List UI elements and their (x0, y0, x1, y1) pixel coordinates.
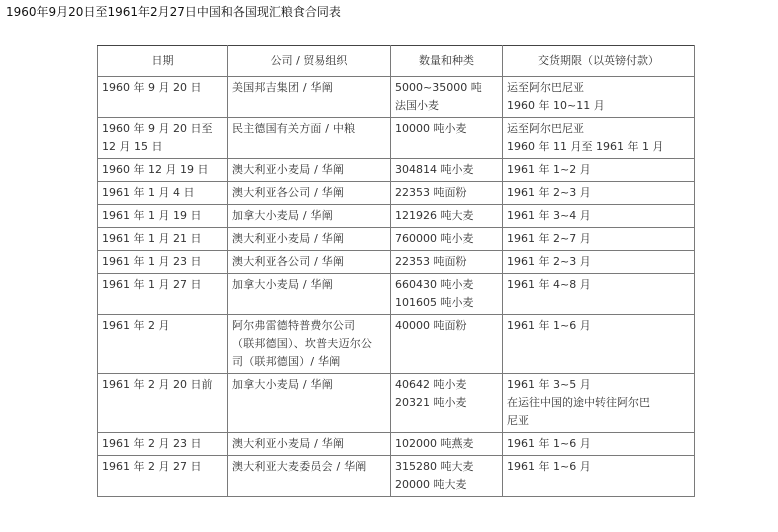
cell-delivery-line: 1961 年 4~8 月 (507, 278, 591, 291)
header-date: 日期 (98, 46, 228, 77)
cell-company-line: 澳大利亚各公司 / 华阐 (232, 255, 345, 268)
cell-date-line: 1961 年 1 月 4 日 (102, 186, 195, 199)
cell-company-line: 澳大利亚小麦局 / 华阐 (232, 163, 345, 176)
cell-company (228, 456, 391, 497)
cell-delivery (503, 118, 695, 159)
cell-quantity (391, 251, 503, 274)
cell-date-line: 1961 年 1 月 19 日 (102, 209, 202, 222)
header-quantity: 数量和种类 (391, 46, 503, 77)
cell-date-line: 1960 年 9 月 20 日 (102, 81, 202, 94)
cell-delivery-line: 1960 年 11 月至 1961 年 1 月 (507, 140, 664, 153)
cell-company (228, 251, 391, 274)
cell-delivery (503, 205, 695, 228)
cell-quantity-line: 22353 吨面粉 (395, 255, 467, 268)
cell-date-line: 1961 年 1 月 23 日 (102, 255, 202, 268)
cell-delivery-line: 1961 年 3~5 月 (507, 378, 591, 391)
cell-quantity-line: 20321 吨小麦 (395, 396, 467, 409)
cell-delivery (503, 251, 695, 274)
cell-company (228, 182, 391, 205)
cell-quantity-line: 121926 吨大麦 (395, 209, 474, 222)
cell-delivery-line: 运至阿尔巴尼亚 (507, 122, 584, 135)
cell-delivery-line: 1961 年 2~3 月 (507, 255, 591, 268)
cell-quantity (391, 228, 503, 251)
cell-quantity-line: 22353 吨面粉 (395, 186, 467, 199)
table-body (98, 77, 695, 497)
table-row (98, 205, 695, 228)
cell-date (98, 118, 228, 159)
cell-quantity (391, 433, 503, 456)
cell-date (98, 433, 228, 456)
cell-company (228, 374, 391, 433)
cell-company (228, 159, 391, 182)
cell-quantity-line: 20000 吨大麦 (395, 478, 467, 491)
table-row (98, 315, 695, 374)
cell-quantity (391, 315, 503, 374)
table-row (98, 77, 695, 118)
cell-date-line: 1960 年 12 月 19 日 (102, 163, 209, 176)
table-row (98, 159, 695, 182)
cell-date (98, 315, 228, 374)
cell-quantity (391, 456, 503, 497)
table-row (98, 182, 695, 205)
cell-delivery (503, 374, 695, 433)
cell-delivery-line: 在运往中国的途中转往阿尔巴 (507, 396, 650, 409)
cell-company (228, 433, 391, 456)
cell-quantity (391, 77, 503, 118)
header-delivery: 交货期限（以英镑付款） (503, 46, 695, 77)
cell-date-line: 1960 年 9 月 20 日至 (102, 122, 213, 135)
cell-date (98, 228, 228, 251)
cell-delivery-line: 尼亚 (507, 414, 529, 427)
cell-date-line: 1961 年 1 月 21 日 (102, 232, 202, 245)
cell-date-line: 1961 年 2 月 27 日 (102, 460, 202, 473)
table-row (98, 274, 695, 315)
cell-date (98, 159, 228, 182)
cell-date-line: 12 月 15 日 (102, 140, 163, 153)
cell-delivery-line: 1961 年 2~3 月 (507, 186, 591, 199)
cell-company-line: 阿尔弗雷德特普费尔公司 (232, 319, 356, 332)
cell-quantity-line: 660430 吨小麦 (395, 278, 474, 291)
cell-date (98, 374, 228, 433)
cell-company-line: 民主德国有关方面 / 中粮 (232, 122, 356, 135)
cell-company (228, 118, 391, 159)
document-title: 1960年9月20日至1961年2月27日中国和各国现汇粮食合同表 (6, 5, 341, 19)
cell-delivery (503, 274, 695, 315)
cell-quantity (391, 374, 503, 433)
cell-quantity-line: 5000~35000 吨 (395, 81, 482, 94)
cell-date (98, 182, 228, 205)
cell-date (98, 456, 228, 497)
cell-company-line: 澳大利亚小麦局 / 华阐 (232, 437, 345, 450)
cell-delivery-line: 1960 年 10~11 月 (507, 99, 605, 112)
cell-company-line: 澳大利亚小麦局 / 华阐 (232, 232, 345, 245)
cell-date-line: 1961 年 1 月 27 日 (102, 278, 202, 291)
cell-company (228, 315, 391, 374)
cell-delivery (503, 228, 695, 251)
cell-delivery-line: 1961 年 3~4 月 (507, 209, 591, 222)
cell-company (228, 228, 391, 251)
cell-date (98, 251, 228, 274)
cell-delivery-line: 1961 年 1~2 月 (507, 163, 591, 176)
cell-date-line: 1961 年 2 月 (102, 319, 170, 332)
cell-company (228, 77, 391, 118)
cell-delivery-line: 1961 年 2~7 月 (507, 232, 591, 245)
cell-quantity-line: 101605 吨小麦 (395, 296, 474, 309)
cell-company-line: 加拿大小麦局 / 华阐 (232, 209, 333, 222)
cell-date-line: 1961 年 2 月 23 日 (102, 437, 202, 450)
cell-date-line: 1961 年 2 月 20 日前 (102, 378, 213, 391)
cell-delivery (503, 77, 695, 118)
cell-company-line: 加拿大小麦局 / 华阐 (232, 378, 333, 391)
cell-quantity (391, 182, 503, 205)
cell-delivery (503, 182, 695, 205)
cell-delivery-line: 1961 年 1~6 月 (507, 319, 591, 332)
cell-company (228, 205, 391, 228)
cell-company-line: （联邦德国）、坎普夫迈尔公 (232, 337, 373, 350)
cell-delivery-line: 1961 年 1~6 月 (507, 437, 591, 450)
cell-quantity-line: 10000 吨小麦 (395, 122, 467, 135)
cell-quantity-line: 40642 吨小麦 (395, 378, 467, 391)
cell-date (98, 274, 228, 315)
table-row (98, 433, 695, 456)
table-header-row (98, 46, 695, 77)
cell-delivery (503, 159, 695, 182)
cell-company-line: 澳大利亚各公司 / 华阐 (232, 186, 345, 199)
cell-company-line: 司（联邦德国）/ 华阐 (232, 355, 341, 368)
cell-company-line: 美国邦吉集团 / 华阐 (232, 81, 333, 94)
cell-date (98, 77, 228, 118)
cell-quantity-line: 法国小麦 (395, 99, 439, 112)
grain-contracts-table (97, 45, 695, 497)
cell-delivery (503, 433, 695, 456)
cell-delivery-line: 1961 年 1~6 月 (507, 460, 591, 473)
cell-quantity-line: 315280 吨大麦 (395, 460, 474, 473)
cell-delivery-line: 运至阿尔巴尼亚 (507, 81, 584, 94)
cell-quantity-line: 304814 吨小麦 (395, 163, 474, 176)
cell-quantity-line: 760000 吨小麦 (395, 232, 474, 245)
cell-quantity-line: 102000 吨燕麦 (395, 437, 474, 450)
cell-quantity-line: 40000 吨面粉 (395, 319, 467, 332)
cell-quantity (391, 118, 503, 159)
cell-delivery (503, 456, 695, 497)
cell-company (228, 274, 391, 315)
cell-date (98, 205, 228, 228)
table-row (98, 374, 695, 433)
table-row (98, 228, 695, 251)
cell-delivery (503, 315, 695, 374)
table-row (98, 251, 695, 274)
table-row (98, 118, 695, 159)
header-company: 公司 / 贸易组织 (228, 46, 391, 77)
cell-quantity (391, 274, 503, 315)
cell-quantity (391, 205, 503, 228)
cell-company-line: 加拿大小麦局 / 华阐 (232, 278, 333, 291)
cell-company-line: 澳大利亚大麦委员会 / 华阐 (232, 460, 367, 473)
table-row (98, 456, 695, 497)
cell-quantity (391, 159, 503, 182)
